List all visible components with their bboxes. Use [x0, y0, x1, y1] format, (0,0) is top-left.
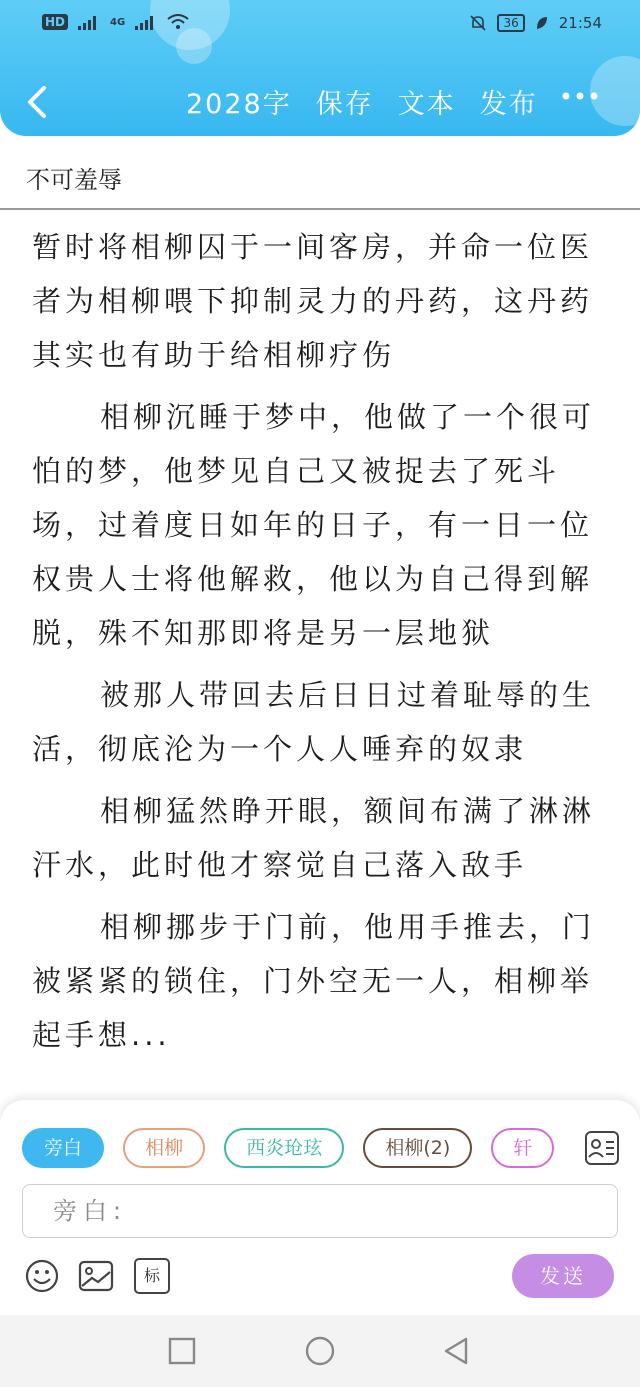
label-tool-icon[interactable] — [134, 1258, 170, 1294]
signal-icon — [135, 14, 157, 30]
wifi-icon — [167, 14, 189, 30]
story-paragraph: 相柳猛然睁开眼，额间布满了淋淋汗水，此时他才察觉自己落入敌手 — [32, 794, 596, 882]
character-chips — [22, 1128, 570, 1172]
system-nav-bar — [0, 1315, 640, 1387]
story-paragraph: 相柳挪步于门前，他用手推去，门被紧紧的锁住，门外空无一人，相柳举起手想... — [32, 910, 596, 1052]
more-icon[interactable] — [560, 86, 600, 106]
emoji-icon[interactable] — [24, 1258, 60, 1294]
image-icon[interactable] — [78, 1258, 114, 1294]
back-triangle-icon[interactable] — [440, 1335, 472, 1367]
text-button[interactable]: 文本 — [397, 89, 456, 120]
story-paragraph: 暂时将相柳囚于一间客房，并命一位医者为相柳喂下抑制灵力的丹药，这丹药其实也有助于给相柳疗伤 — [32, 230, 594, 372]
send-button[interactable]: 发送 — [512, 1254, 614, 1298]
home-icon[interactable] — [304, 1335, 336, 1367]
contacts-icon[interactable] — [584, 1130, 620, 1166]
chip-character[interactable]: 西炎玱玹 — [224, 1128, 344, 1168]
story-paragraph: 被那人带回去后日日过着耻辱的生活，彻底沦为一个人人唾弃的奴隶 — [32, 678, 596, 766]
battery-indicator: 36 — [497, 14, 524, 32]
chip-character[interactable]: 相柳(2) — [363, 1128, 472, 1168]
app-header — [0, 0, 640, 136]
clock: 21:54 — [558, 14, 602, 32]
label-tool-text: 标 — [143, 1266, 160, 1285]
word-count: 2028字 — [186, 89, 292, 120]
document-title[interactable]: 不可羞辱 — [26, 166, 122, 194]
story-paragraph: 相柳沉睡于梦中，他做了一个很可怕的梦，他梦见自己又被捉去了死斗场，过着度日如年的日子，有一日一位权贵人士将他解救，他以为自己得到解脱，殊不知那即将是另一层地狱 — [32, 400, 596, 650]
top-nav — [0, 72, 640, 132]
back-arrow-icon[interactable] — [20, 82, 54, 122]
composer-panel — [0, 1100, 640, 1315]
mute-bell-icon — [469, 14, 487, 32]
story-content[interactable] — [0, 210, 640, 1105]
recent-apps-icon[interactable] — [166, 1335, 198, 1367]
status-bar — [0, 0, 640, 52]
hd-badge: HD — [42, 14, 68, 30]
chip-character[interactable]: 相柳 — [123, 1128, 205, 1168]
chip-character[interactable]: 轩 — [491, 1128, 554, 1168]
save-button[interactable]: 保存 — [315, 89, 374, 120]
leaf-icon — [535, 15, 549, 31]
dialogue-input[interactable]: 旁白: — [22, 1184, 618, 1238]
network-type-label: 4G — [110, 16, 126, 28]
chip-narrator[interactable]: 旁白 — [22, 1128, 104, 1168]
publish-button[interactable]: 发布 — [479, 89, 538, 120]
signal-icon — [78, 14, 100, 30]
